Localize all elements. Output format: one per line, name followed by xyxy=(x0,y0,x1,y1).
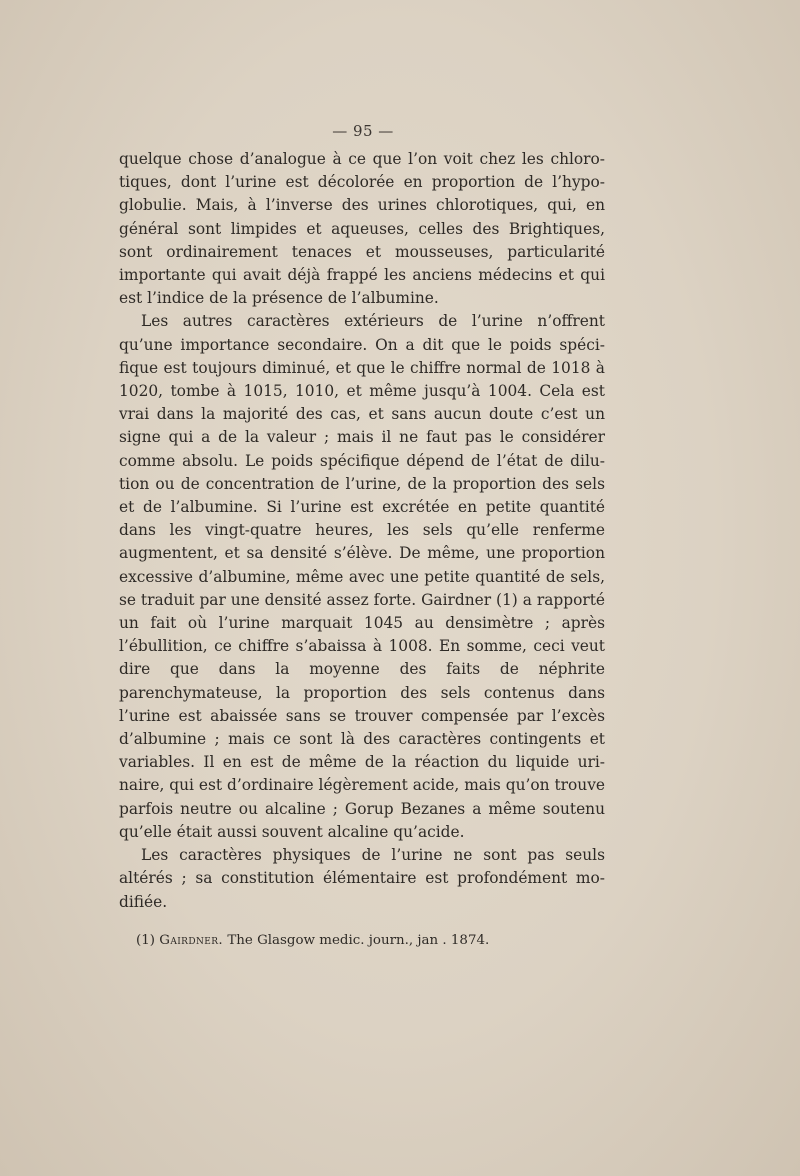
footnote-author: Gairdner. xyxy=(159,933,224,948)
page-number: — 95 — xyxy=(332,122,394,140)
body-text xyxy=(119,148,605,914)
footnote xyxy=(136,933,606,948)
paragraph-2: Les autres caractères extérieurs de l’urine n’offrent qu’une importance secondaire. On a dit que le poids spécifique est toujours diminué, et que le chiffre normal de 1018 à 1020, tombe à 1015, 1010, et même jusqu’à 1004. Cela est vrai dans la majorité des cas, et sans aucun doute c’est un signe qui a de la valeur ; mais il ne faut pas le considérer comme absolu. Le poids spécifique dépend de l’état de dilution ou de concentration de l’urine, de la proportion des sels et de l’albumine. Si l’urine est excrétée en petite quantité dans les vingt-quatre heures, les sels qu’elle renferme augmentent, et sa densité s’élève. De même, une proportion excessive d’albumine, même avec une petite quantité de sels, se traduit par une densité assez forte. Gairdner (1) a rapporté un fait où l’urine marquait 1045 au densimètre ; après l’ébullition, ce chiffre s’abaissa à 1008. En somme, ceci veut dire que dans la moyenne des faits de néphrite parenchymateuse, la proportion des sels contenus dans l’urine est abaissée sans se trouver compensée par l’excès d’albumine ; mais ce sont là des caractères contingents et variables. Il en est de même de la réaction du liquide urinaire, qui est d’ordinaire légèrement acide, mais qu’on trouve parfois neutre ou alcaline ; Gorup Bezanes a même soutenu qu’elle était aussi souvent alcaline qu’acide. xyxy=(119,312,605,841)
footnote-marker: (1) xyxy=(136,933,155,948)
footnote-reference: The Glasgow medic. journ., jan . 1874. xyxy=(227,933,490,948)
paragraph-1: quelque chose d’analogue à ce que l’on voit chez les chlorotiques, dont l’urine est décolorée en proportion de l’hypoglobulie. Mais, à l’inverse des urines chlorotiques, qui, en général sont limpides et aqueuses, celles des Brightiques, sont ordinairement tenaces et mousseuses, particularité importante qui avait déjà frappé les anciens médecins et qui est l’indice de la présence de l’albumine. xyxy=(119,150,605,308)
paragraph-3: Les caractères physiques de l’urine ne sont pas seuls altérés ; sa constitution élémentaire est profondément modifiée. xyxy=(119,846,605,911)
